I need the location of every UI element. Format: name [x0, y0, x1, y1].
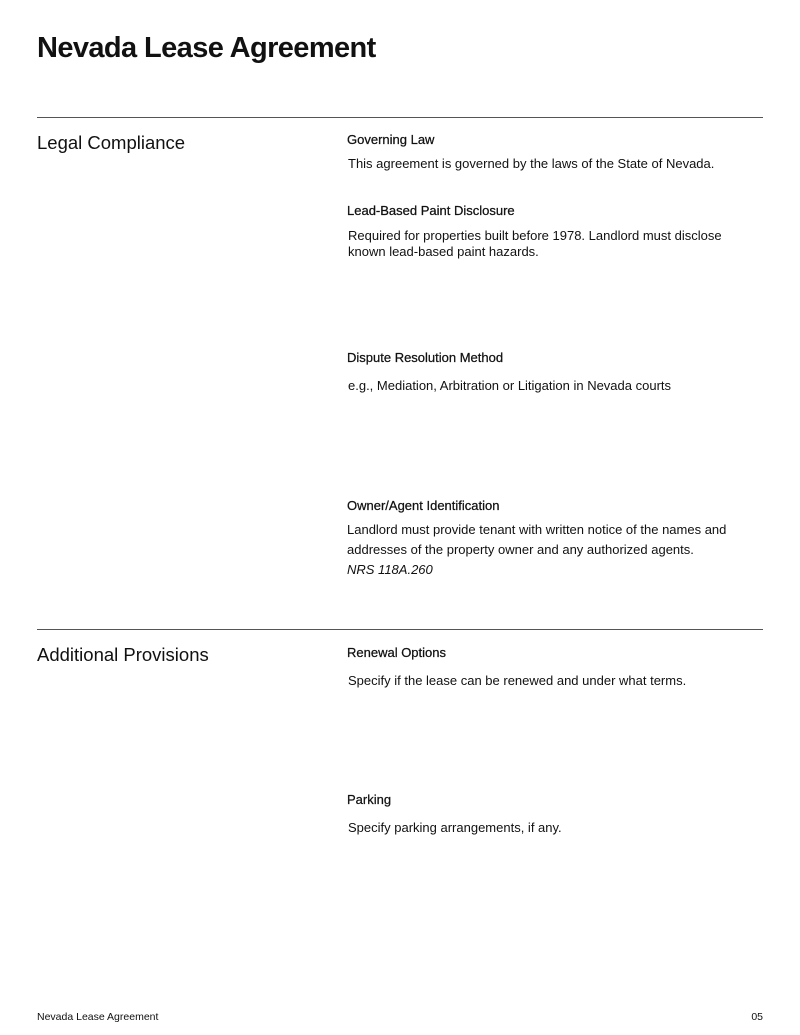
lead-paint-disclosure-label: Lead-Based Paint Disclosure	[347, 203, 515, 218]
owner-agent-notice-text: Landlord must provide tenant with written notice of the names and addresses of the property owner and any authorized agents.	[347, 522, 727, 557]
renewal-options-value: Specify if the lease can be renewed and under what terms.	[348, 673, 687, 688]
document-title: Nevada Lease Agreement	[37, 32, 376, 64]
lead-paint-disclosure-value: Required for properties built before 1978. Landlord must disclose known lead-based paint hazards.	[348, 228, 722, 259]
footer-document-name: Nevada Lease Agreement	[37, 1011, 159, 1023]
owner-agent-identification-value	[347, 520, 737, 580]
parking-label: Parking	[347, 792, 392, 807]
parking-value: Specify parking arrangements, if any.	[348, 820, 562, 835]
governing-law-value: This agreement is governed by the laws of the State of Nevada.	[348, 156, 715, 171]
footer-page-number: 05	[751, 1011, 763, 1023]
statute-reference: NRS 118A.260	[347, 562, 433, 577]
dispute-resolution-value: e.g., Mediation, Arbitration or Litigation in Nevada courts	[348, 378, 672, 393]
section-divider	[37, 629, 763, 630]
section-divider	[37, 117, 763, 118]
governing-law-label: Governing Law	[347, 132, 435, 147]
section-title-additional-provisions: Additional Provisions	[37, 644, 209, 665]
renewal-options-label: Renewal Options	[347, 645, 446, 660]
dispute-resolution-label: Dispute Resolution Method	[347, 350, 504, 365]
section-title-legal-compliance: Legal Compliance	[37, 132, 186, 153]
owner-agent-identification-label: Owner/Agent Identification	[347, 498, 500, 513]
